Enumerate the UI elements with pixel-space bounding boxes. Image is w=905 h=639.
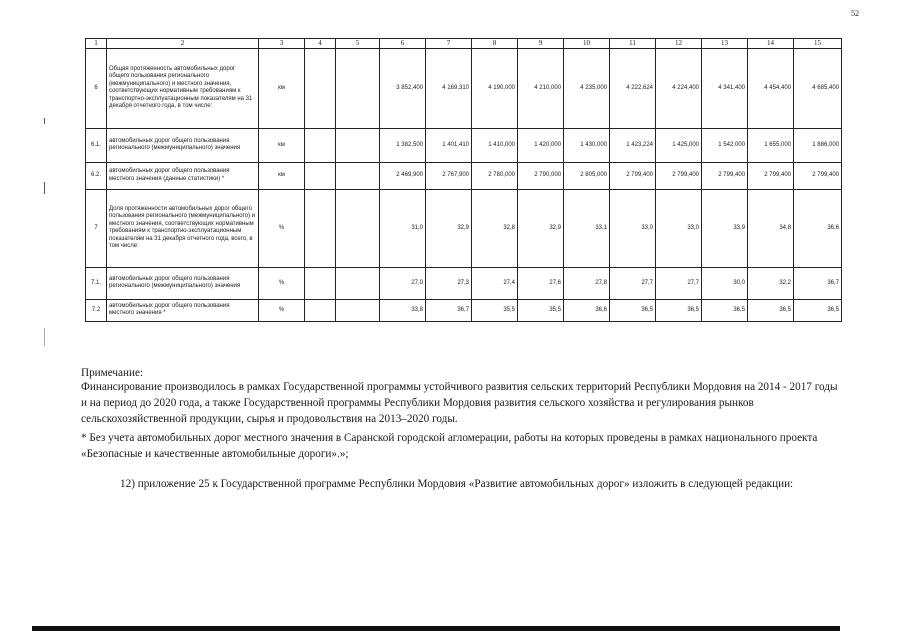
value-cell: 33,0 <box>610 189 656 267</box>
note-text: Финансирование производилось в рамках Государственной программы устойчивого развития сельских территорий Республики Мордовия на 2014 - 2017 годы и на период до 2020 года, а также Государственной программы Республики Мордовия развития сельского хозяйства и регулирования рынков сельскохозяйственной продукции, сырья и продовольствия на 2013–2020 годы. <box>81 381 838 425</box>
row-description-cell: автомобильных дорог общего пользования регионального (межмуниципального) значения <box>107 267 259 299</box>
value-cell: 27,8 <box>564 267 610 299</box>
value-cell: 35,5 <box>518 299 564 321</box>
header-cell: 6 <box>380 39 426 49</box>
empty-cell <box>336 189 380 267</box>
header-cell: 5 <box>336 39 380 49</box>
margin-mark <box>44 182 45 194</box>
value-cell: 33,8 <box>380 299 426 321</box>
header-cell: 4 <box>305 39 336 49</box>
value-cell: 4 190,000 <box>472 48 518 128</box>
value-cell: 4 224,400 <box>656 48 702 128</box>
value-cell: 2 799,400 <box>656 162 702 189</box>
header-cell: 8 <box>472 39 518 49</box>
table-row <box>86 267 842 299</box>
header-cell: 11 <box>610 39 656 49</box>
value-cell: 1 423,224 <box>610 128 656 162</box>
empty-cell <box>305 48 336 128</box>
header-cell: 3 <box>259 39 305 49</box>
value-cell: 33,0 <box>656 189 702 267</box>
value-cell: 2 805,000 <box>564 162 610 189</box>
unit-cell: км <box>259 162 305 189</box>
table-row <box>86 299 842 321</box>
value-cell: 36,5 <box>610 299 656 321</box>
value-cell: 32,9 <box>426 189 472 267</box>
value-cell: 4 235,000 <box>564 48 610 128</box>
table-header-row <box>86 39 842 49</box>
empty-cell <box>336 48 380 128</box>
value-cell: 36,7 <box>794 267 842 299</box>
header-cell: 1 <box>86 39 107 49</box>
value-cell: 2 799,400 <box>794 162 842 189</box>
scan-edge-strip <box>32 626 840 631</box>
header-cell: 9 <box>518 39 564 49</box>
row-number-cell: 7 <box>86 189 107 267</box>
value-cell: 27,0 <box>380 267 426 299</box>
value-cell: 32,8 <box>472 189 518 267</box>
header-cell: 13 <box>702 39 748 49</box>
value-cell: 4 454,400 <box>748 48 794 128</box>
value-cell: 1 655,000 <box>748 128 794 162</box>
value-cell: 1 425,000 <box>656 128 702 162</box>
value-cell: 1 382,500 <box>380 128 426 162</box>
value-cell: 36,7 <box>426 299 472 321</box>
empty-cell <box>336 299 380 321</box>
value-cell: 36,5 <box>748 299 794 321</box>
unit-cell: % <box>259 267 305 299</box>
value-cell: 1 420,000 <box>518 128 564 162</box>
unit-cell: км <box>259 48 305 128</box>
value-cell: 2 799,400 <box>610 162 656 189</box>
header-cell: 2 <box>107 39 259 49</box>
row-description-cell: автомобильных дорог общего пользования местного значения * <box>107 299 259 321</box>
header-cell: 15 <box>794 39 842 49</box>
row-description-cell: Доля протяженности автомобильных дорог общего пользования регионального (межмуниципального) и местного значения, соответствующих нормативным требованиям к транспортно-эксплуатационным показателям на 31 декабря отчетного года, всего, в том числе: <box>107 189 259 267</box>
value-cell: 4 169,310 <box>426 48 472 128</box>
value-cell: 36,6 <box>794 189 842 267</box>
empty-cell <box>305 299 336 321</box>
unit-cell: % <box>259 299 305 321</box>
value-cell: 33,9 <box>702 189 748 267</box>
table-row <box>86 48 842 128</box>
value-cell: 27,4 <box>472 267 518 299</box>
value-cell: 4 222,624 <box>610 48 656 128</box>
table-row <box>86 162 842 189</box>
value-cell: 1 410,000 <box>472 128 518 162</box>
value-cell: 2 799,400 <box>748 162 794 189</box>
value-cell: 2 790,000 <box>518 162 564 189</box>
row-number-cell: 7.1. <box>86 267 107 299</box>
value-cell: 34,8 <box>748 189 794 267</box>
header-cell: 14 <box>748 39 794 49</box>
value-cell: 27,7 <box>610 267 656 299</box>
value-cell: 1 430,000 <box>564 128 610 162</box>
unit-cell: % <box>259 189 305 267</box>
value-cell: 36,5 <box>702 299 748 321</box>
value-cell: 2 799,400 <box>702 162 748 189</box>
value-cell: 4 341,400 <box>702 48 748 128</box>
value-cell: 2 469,900 <box>380 162 426 189</box>
value-cell: 33,1 <box>564 189 610 267</box>
value-cell: 36,5 <box>794 299 842 321</box>
value-cell: 1 886,000 <box>794 128 842 162</box>
row-description-cell: Общая протяженность автомобильных дорог общего пользования регионального (межмуниципального) и местного значения, соответствующих нормативным требованиям к транспортно-эксплуатационным показателям на 31 декабря отчетного года, в том числе: <box>107 48 259 128</box>
row-number-cell: 6.2. <box>86 162 107 189</box>
value-cell: 4 685,400 <box>794 48 842 128</box>
empty-cell <box>336 267 380 299</box>
value-cell: 27,3 <box>426 267 472 299</box>
value-cell: 2 780,000 <box>472 162 518 189</box>
note-title: Примечание: <box>81 367 144 379</box>
value-cell: 36,5 <box>656 299 702 321</box>
margin-mark <box>44 118 45 124</box>
page-number: 52 <box>851 9 859 18</box>
row-description-cell: автомобильных дорог общего пользования местного значения (данные статистики) * <box>107 162 259 189</box>
empty-cell <box>336 128 380 162</box>
value-cell: 27,6 <box>518 267 564 299</box>
empty-cell <box>305 267 336 299</box>
empty-cell <box>305 162 336 189</box>
item-12-text: 12) приложение 25 к Государственной программе Республики Мордовия «Развитие автомобильных дорог» изложить в следующей редакции: <box>120 478 794 490</box>
row-description-cell: автомобильных дорог общего пользования регионального (межмуниципального) значения <box>107 128 259 162</box>
table-row <box>86 128 842 162</box>
value-cell: 27,7 <box>656 267 702 299</box>
footnote: * Без учета автомобильных дорог местного значения в Саранской городской агломерации, работы на которых проведены в рамках национального проекта «Безопасные и качественные автомобильные дороги».»; <box>81 432 818 460</box>
value-cell: 1 542,000 <box>702 128 748 162</box>
header-cell: 12 <box>656 39 702 49</box>
unit-cell: км <box>259 128 305 162</box>
value-cell: 36,6 <box>564 299 610 321</box>
header-cell: 10 <box>564 39 610 49</box>
row-number-cell: 6 <box>86 48 107 128</box>
value-cell: 32,9 <box>518 189 564 267</box>
margin-mark <box>44 328 45 346</box>
value-cell: 4 210,000 <box>518 48 564 128</box>
row-number-cell: 6.1. <box>86 128 107 162</box>
value-cell: 2 767,900 <box>426 162 472 189</box>
row-number-cell: 7.2 <box>86 299 107 321</box>
value-cell: 1 401,410 <box>426 128 472 162</box>
empty-cell <box>305 189 336 267</box>
indicators-table <box>85 38 842 322</box>
value-cell: 3 852,400 <box>380 48 426 128</box>
value-cell: 31,0 <box>380 189 426 267</box>
empty-cell <box>305 128 336 162</box>
value-cell: 35,5 <box>472 299 518 321</box>
table-row <box>86 189 842 267</box>
value-cell: 32,2 <box>748 267 794 299</box>
value-cell: 30,0 <box>702 267 748 299</box>
empty-cell <box>336 162 380 189</box>
header-cell: 7 <box>426 39 472 49</box>
